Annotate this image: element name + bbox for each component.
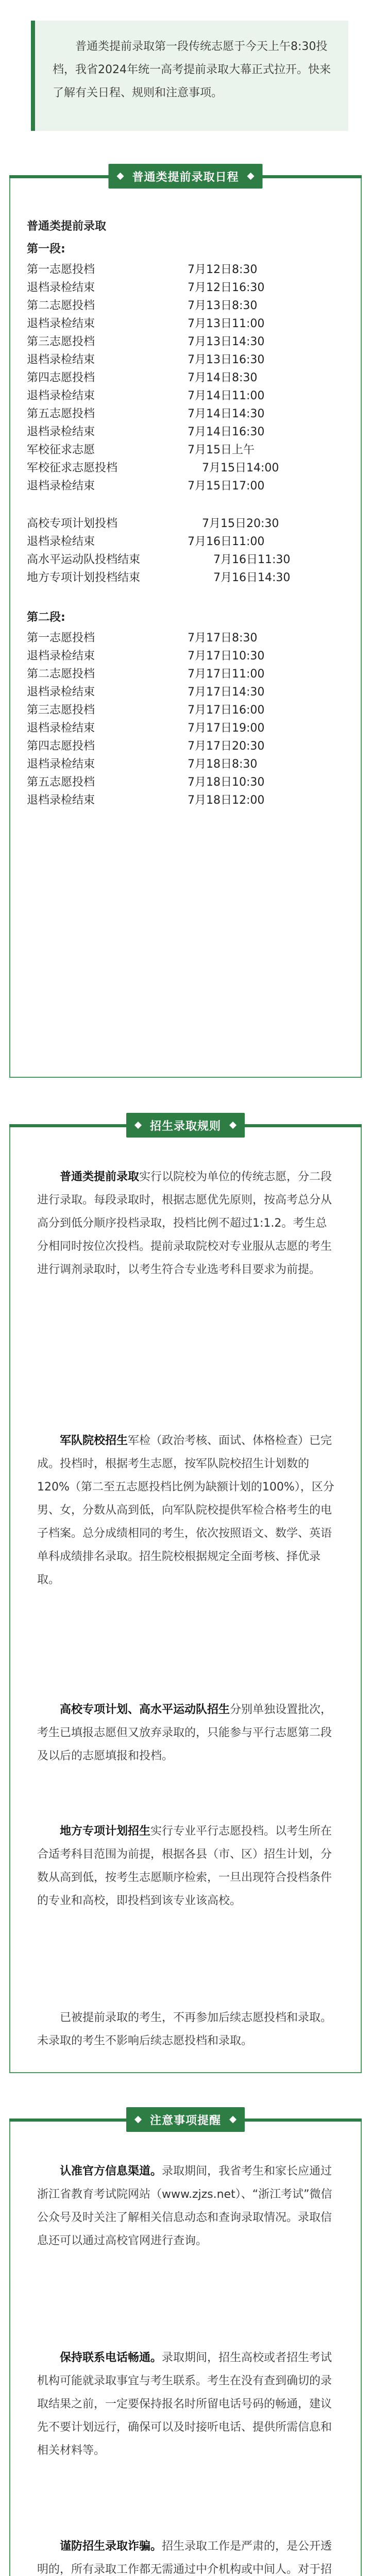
- rule-military-lead: 军队院校招生: [60, 1434, 128, 1447]
- schedule-item-time: 7月15日20:30: [202, 517, 279, 530]
- schedule-item-label: 第三志愿投档: [27, 335, 95, 348]
- schedule-item-label: 高校专项计划投档: [27, 517, 118, 530]
- schedule-item-label: 退档录检结束: [27, 281, 95, 294]
- diamond-ornament-icon: [134, 1122, 142, 1129]
- rules-title: [126, 1113, 245, 1138]
- stage1-rows: [27, 261, 336, 495]
- schedule-title-text: 普通类提前录取日程: [132, 171, 239, 184]
- notice-fraud-body: 招生录取工作是严肃的，是公开透明的，所有录取工作都无需通过中介机构或中间人。对于招: [37, 2540, 332, 2576]
- rule-special-body: 分别单独设置批次，考生已填报志愿但又放弃录取的，只能参与平行志愿第二段及以后的志愿填报和投档。: [37, 1703, 332, 1762]
- schedule-row: [27, 315, 336, 333]
- schedule-heading: 普通类提前录取: [27, 220, 107, 233]
- notice-phone-body: 录取期间，招生高校或者招生考试机构可能就录取事宜与考生联系。考生在没有查到确切的录取结果之前，一定要保持报名时所留电话号码的畅通，建议先不要计划远行，确保可以及时接听电话、提供所需信息和相关材料等。: [37, 2351, 332, 2457]
- schedule-item-time: 7月12日8:30: [188, 263, 258, 276]
- schedule-row: [27, 515, 336, 533]
- schedule-item-label: 第一志愿投档: [27, 263, 95, 276]
- schedule-item-time: 7月15日14:00: [202, 462, 279, 474]
- notice-phone-lead: 保持联系电话畅通。: [60, 2351, 162, 2364]
- schedule-item-time: 7月15日17:00: [188, 480, 265, 493]
- schedule-row: [27, 477, 336, 495]
- schedule-item-time: 7月17日19:00: [188, 722, 265, 735]
- schedule-item-label: 第二志愿投档: [27, 668, 95, 681]
- notice-title-text: 注意事项提醒: [149, 2114, 222, 2127]
- schedule-item-time: 7月14日14:30: [188, 408, 265, 420]
- schedule-row: [27, 569, 336, 587]
- schedule-item-time: 7月17日16:00: [188, 704, 265, 717]
- schedule-row: [27, 665, 336, 683]
- schedule-item-time: 7月15日上午: [188, 444, 255, 456]
- diamond-ornament-icon: [134, 2116, 142, 2123]
- schedule-item-time: 7月16日14:30: [213, 571, 291, 584]
- intro-box: [31, 21, 348, 131]
- schedule-item-label: 退档录检结束: [27, 535, 95, 548]
- schedule-item-time: 7月12日16:30: [188, 281, 265, 294]
- notice-official-lead: 认准官方信息渠道。: [60, 2165, 162, 2178]
- schedule-item-time: 7月13日8:30: [188, 299, 258, 312]
- schedule-row: [27, 683, 336, 701]
- schedule-row: [27, 369, 336, 387]
- schedule-row: [27, 261, 336, 279]
- schedule-row: [27, 351, 336, 369]
- notice-title: [126, 2107, 245, 2132]
- schedule-row: [27, 773, 336, 791]
- schedule-item-time: 7月18日8:30: [188, 758, 258, 771]
- schedule-row: [27, 297, 336, 315]
- schedule-item-time: 7月13日11:00: [188, 317, 265, 330]
- schedule-item-label: 退档录检结束: [27, 389, 95, 402]
- stage2-rows: [27, 629, 336, 809]
- diamond-ornament-icon: [229, 1122, 237, 1129]
- schedule-row: [27, 333, 336, 351]
- schedule-item-time: 7月13日16:30: [188, 353, 265, 366]
- schedule-item-time: 7月14日11:00: [188, 389, 265, 402]
- stage1-special-rows: [27, 515, 336, 587]
- schedule-item-time: 7月14日8:30: [188, 371, 258, 384]
- rule-general-body: 实行以院校为单位的传统志愿，分二段进行录取。每段录取时，根据志愿优先原则，按高考总分从高分到低分顺序投档录取，投档比例不超过1:1.2。考生总分相同时按位次投档。提前录取院校对专业服从志愿的考生进行调剂录取时，以考生符合专业选考科目要求为前提。: [37, 1171, 332, 1276]
- diamond-ornament-icon: [116, 173, 124, 180]
- rule-note: [37, 2006, 336, 2053]
- schedule-item-time: 7月14日16:30: [188, 426, 265, 438]
- rule-local-lead: 地方专项计划招生: [60, 1825, 151, 1838]
- notice-fraud-lead: 谨防招生录取诈骗。: [60, 2540, 162, 2553]
- rule-special: [37, 1698, 336, 1768]
- schedule-item-label: 退档录检结束: [27, 353, 95, 366]
- schedule-row: [27, 533, 336, 551]
- rule-local: [37, 1820, 336, 1912]
- schedule-item-label: 地方专项计划投档结束: [27, 571, 141, 584]
- schedule-item-label: 退档录检结束: [27, 758, 95, 771]
- schedule-item-time: 7月17日14:30: [188, 686, 265, 699]
- schedule-item-time: 7月16日11:00: [188, 535, 265, 548]
- schedule-item-time: 7月17日20:30: [188, 740, 265, 753]
- schedule-row: [27, 629, 336, 647]
- schedule-row: [27, 791, 336, 809]
- schedule-item-label: 第四志愿投档: [27, 740, 95, 753]
- rule-local-body: 实行专业平行志愿投档。以考生所在合适考科目范围为前提，根据各县（市、区）招生计划，分数从高到低，按考生志愿顺序检索，一旦出现符合投档条件的专业和高校，即投档到该专业该高校。: [37, 1825, 332, 1907]
- notice-fraud: [37, 2535, 336, 2576]
- notice-phone: [37, 2346, 336, 2462]
- schedule-row: [27, 441, 336, 459]
- schedule-item-label: 退档录检结束: [27, 426, 95, 438]
- schedule-item-label: 退档录检结束: [27, 722, 95, 735]
- diamond-ornament-icon: [229, 2116, 237, 2123]
- schedule-item-time: 7月16日11:30: [213, 553, 291, 566]
- schedule-item-label: 退档录检结束: [27, 686, 95, 699]
- schedule-row: [27, 423, 336, 441]
- schedule-item-label: 退档录检结束: [27, 480, 95, 493]
- schedule-row: [27, 737, 336, 755]
- rule-note-body: 已被提前录取的考生，不再参加后续志愿投档和录取。未录取的考生不影响后续志愿投档和录取。: [37, 2011, 332, 2047]
- schedule-item-label: 第四志愿投档: [27, 371, 95, 384]
- notice-official-body: 录取期间，我省考生和家长应通过浙江省教育考试院网站（www.zjzs.net）、“浙江考试”微信公众号及时关注了解相关信息动态和查询录取情况。录取信息还可以通过高校官网进行查询。: [37, 2165, 332, 2247]
- notice-official: [37, 2160, 336, 2252]
- schedule-title: [108, 164, 262, 189]
- schedule-item-label: 第五志愿投档: [27, 408, 95, 420]
- schedule-item-label: 军校征求志愿投档: [27, 462, 118, 474]
- schedule-item-label: 退档录检结束: [27, 650, 95, 663]
- schedule-item-label: 退档录检结束: [27, 794, 95, 807]
- stage1-heading: 第一段:: [27, 243, 65, 256]
- rule-military-body: 军检（政治考核、面试、体格检查）已完成。投档时，根据考生志愿，按军队院校招生计划数的120%（第二至五志愿投档比例为缺额计划的100%），区分男、女，分数从高到低，向军队院校提供军检合格考生的电子档案。总分成绩相同的考生，依次按照语文、数学、英语单科成绩排名录取。招生院校根据规定全面考核、择优录取。: [37, 1434, 334, 1586]
- schedule-row: [27, 701, 336, 719]
- rule-general: [37, 1165, 336, 1281]
- intro-text: 普通类提前录取第一段传统志愿于今天上午8:30投档，我省2024年统一高考提前录取大幕正式拉开。快来了解有关日程、规则和注意事项。: [53, 40, 331, 99]
- schedule-row: [27, 459, 336, 477]
- schedule-item-label: 高水平运动队投档结束: [27, 553, 141, 566]
- schedule-item-time: 7月17日10:30: [188, 650, 265, 663]
- schedule-item-label: 退档录检结束: [27, 317, 95, 330]
- stage2-heading: 第二段:: [27, 611, 65, 624]
- schedule-item-label: 第二志愿投档: [27, 299, 95, 312]
- schedule-row: [27, 719, 336, 737]
- schedule-row: [27, 551, 336, 569]
- rule-special-lead: 高校专项计划、高水平运动队招生: [60, 1703, 230, 1716]
- schedule-item-label: 军校征求志愿: [27, 444, 95, 456]
- schedule-item-label: 第三志愿投档: [27, 704, 95, 717]
- schedule-item-time: 7月17日8:30: [188, 632, 258, 645]
- schedule-row: [27, 647, 336, 665]
- schedule-item-label: 第一志愿投档: [27, 632, 95, 645]
- rule-general-lead: 普通类提前录取: [60, 1171, 140, 1183]
- schedule-row: [27, 755, 336, 773]
- schedule-item-time: 7月18日10:30: [188, 776, 265, 789]
- schedule-row: [27, 387, 336, 405]
- schedule-item-label: 第五志愿投档: [27, 776, 95, 789]
- schedule-list: [27, 215, 336, 809]
- rule-military: [37, 1429, 336, 1591]
- schedule-row: [27, 405, 336, 423]
- schedule-item-time: 7月13日14:30: [188, 335, 265, 348]
- schedule-item-time: 7月17日11:00: [188, 668, 265, 681]
- schedule-item-time: 7月18日12:00: [188, 794, 265, 807]
- diamond-ornament-icon: [247, 173, 254, 180]
- rules-title-text: 招生录取规则: [149, 1120, 222, 1133]
- schedule-row: [27, 279, 336, 297]
